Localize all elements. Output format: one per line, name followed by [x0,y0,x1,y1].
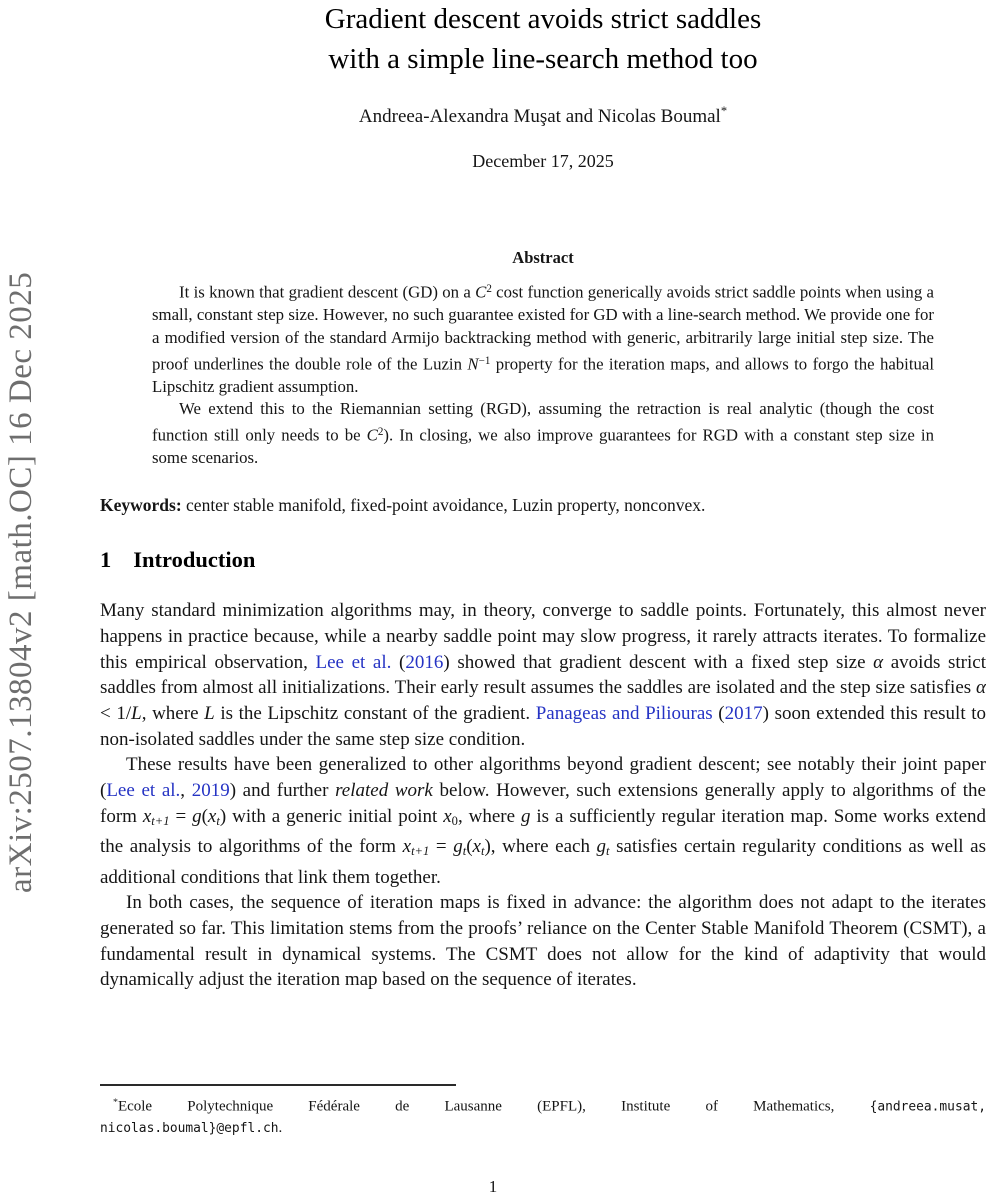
text-run: ) soon extended this result to non-isolated saddles under the same step size condition. [100,702,986,750]
text-run: g [596,836,607,858]
text-run: t [462,843,467,858]
text-run: g [192,805,202,827]
text-run: Keywords: [100,495,182,516]
text-run: t [480,843,485,858]
body-text [100,598,986,993]
email-address: {andreea.musat, [869,1099,986,1115]
text-run: These results have been generalized to other algorithms beyond gradient descent; see notably their joint paper ( [100,754,986,802]
text-run: 0 [451,813,458,828]
text-run: t [606,843,610,858]
paper-title [100,0,986,79]
text-run: center stable manifold, fixed-point avoidance, Luzin property, nonconvex. [181,495,706,516]
email-address: nicolas.boumal}@epfl.ch [100,1120,279,1136]
text-run: Many standard minimization algorithms may, in theory, converge to saddle points. Fortunately, this almost never happens in practice because, while a nearby saddle point may slow progress, it rarely attracts iterates. To formalize this empirical observation, [100,600,986,673]
abstract-heading: Abstract [512,247,574,267]
text-run: , where [141,702,205,724]
body-paragraph-3 [100,890,986,993]
citation-link[interactable]: Lee et al. [106,780,181,802]
authors-line [100,104,986,128]
text-run: , [180,780,192,802]
text-run: x [207,805,217,827]
text-run: t+1 [151,813,170,828]
text-run: . [278,1119,283,1136]
text-run: ) [219,805,227,827]
text-run: It is known that gradient descent (GD) on a [179,282,476,302]
text-run: t+1 [411,843,430,858]
main-column [100,0,986,993]
text-run: * [720,104,728,118]
text-run: α [976,677,986,699]
text-run: with a generic initial point [226,805,444,827]
text-run: We extend this to the Riemannian setting (RGD), assuming the retraction is real analytic (though the cost function still only needs to be [152,399,934,445]
text-run: x [443,805,452,827]
text-run: ( [466,836,473,858]
text-run: 2 [377,426,384,439]
citation-link[interactable]: Lee et al. [315,651,392,673]
abstract-block [152,278,934,470]
text-run: Ecole Polytechnique Fédérale de Lausanne (EPFL), Institute of Mathematics, [117,1098,870,1115]
abstract-paragraph-2 [152,398,934,470]
text-run: 2 [486,282,492,295]
text-run: t [216,813,220,828]
text-run: x [472,836,481,858]
text-run: , where [457,805,521,827]
text-run: Andreea-Alexandra Muşat and Nicolas Boumal [358,105,721,127]
section-number: 1 [100,547,112,573]
text-run: x [402,836,412,858]
section-title: Introduction [133,547,256,573]
text-run: , where each [490,836,597,858]
text-run: ) showed that gradient descent with a fixed step size [443,651,874,673]
text-run: ). In closing, we also improve guarantees for RGD with a constant step size in some scenarios. [152,425,934,468]
text-run: L [131,702,142,724]
paper-title-line2: with a simple line-search method too [328,43,758,75]
arxiv-watermark: arXiv:2507.13804v2 [math.OC] 16 Dec 2025 [3,271,39,893]
text-run: x [142,805,152,827]
date-line: December 17, 2025 [472,150,614,171]
footnote-line-2 [100,1118,986,1140]
citation-link[interactable]: 2019 [191,780,230,802]
text-run: = [169,805,193,827]
text-run: is a sufficiently regular iteration map. Some works extend the analysis to algorithms of the form [100,805,986,858]
text-run: = [429,836,454,858]
abstract-paragraph-1 [152,278,934,399]
text-run: C [475,282,487,302]
text-run: cost function generically avoids strict saddle points when using a small, constant step size. However, no such guarantee existed for GD with a line-search method. We provide one for a modified version of the standard Armijo backtracking method with generic, arbitrarily large initial step size. The proof underlines the double role of the Luzin [152,282,934,374]
text-run: N [467,354,479,374]
text-run: related work [335,780,433,802]
page-number: 1 [488,1177,498,1196]
text-run: < 1/ [100,702,132,724]
text-run: g [453,836,463,858]
text-run: In both cases, the sequence of iteration maps is fixed in advance: the algorithm does not adapt to the iterates generated so far. This limitation stems from the proofs’ reliance on the Center Stable Manifold Theorem (CSMT), a fundamental result in dynamical systems. The CSMT does not allow for the kind of adaptivity that would dynamically adjust the iteration map based on the sequence of iterates. [100,892,986,991]
text-run: satisfies certain regularity conditions as well as additional conditions that link them together. [100,836,986,888]
citation-link[interactable]: 2017 [724,702,763,724]
footnote-rule [100,1084,456,1086]
paper-title-line1: Gradient descent avoids strict saddles [324,3,762,35]
text-run: ( [201,805,208,827]
text-run: below. However, such extensions generally apply to algorithms of the form [100,780,986,827]
text-run: C [366,425,378,445]
text-run: ) and further [229,780,336,802]
text-run: ( [391,651,406,673]
footnote [100,1084,986,1139]
body-paragraph-1 [100,598,986,752]
footnote-line-1 [100,1092,986,1118]
keywords-line [100,495,986,516]
text-run: ) [484,836,491,858]
text-run: avoids strict saddles from almost all initializations. Their early result assumes the saddles are isolated and the step size satisfies [100,651,986,699]
citation-link[interactable]: Panageas and Piliouras [535,702,713,724]
text-run: L [204,702,215,724]
text-run: is the Lipschitz constant of the gradient. [214,702,536,724]
text-run: property for the iteration maps, and allows to forgo the habitual Lipschitz gradient assumption. [152,354,934,396]
text-run: * [113,1097,118,1108]
section-heading [100,545,986,575]
text-run: −1 [478,354,491,367]
text-run: α [873,651,884,673]
text-run: ( [712,702,725,724]
body-paragraph-2 [100,752,986,890]
text-run: g [520,805,531,827]
citation-link[interactable]: 2016 [405,651,444,673]
